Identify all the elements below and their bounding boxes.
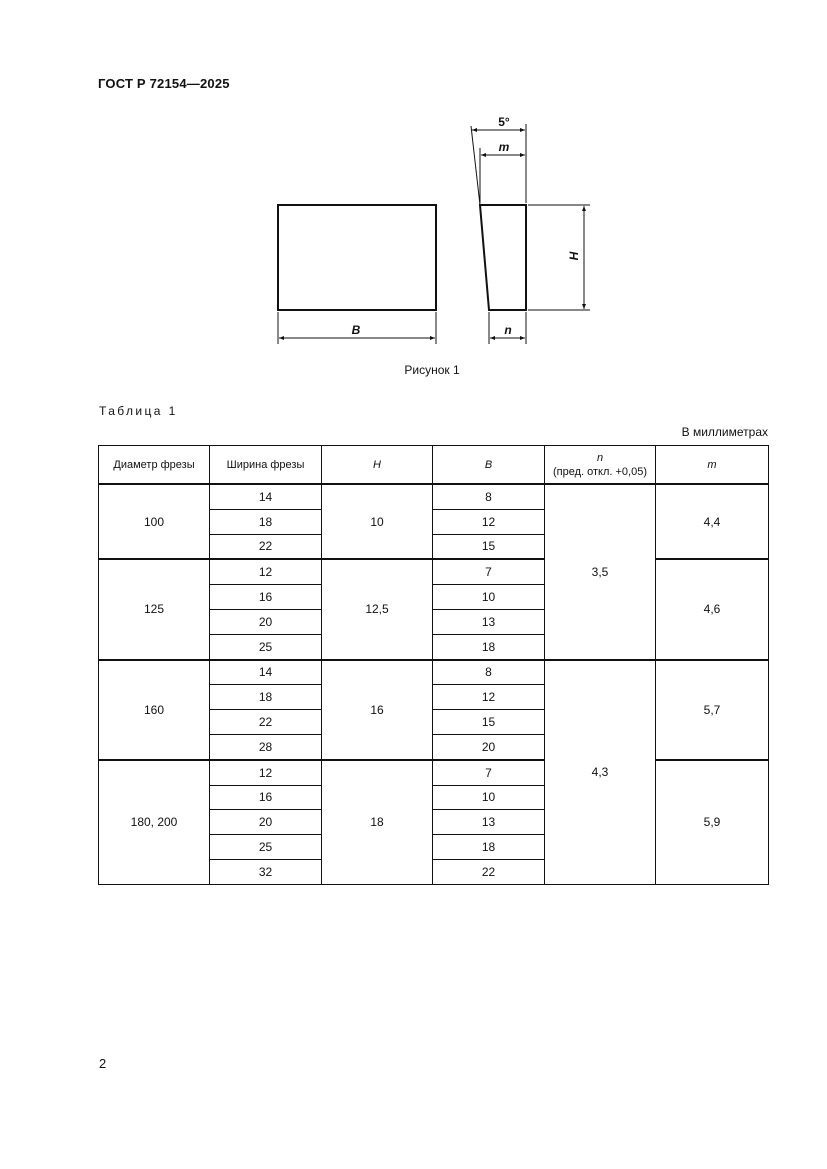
cell-width: 25 — [210, 634, 322, 659]
table-row — [99, 484, 769, 509]
label-B: B — [351, 323, 361, 337]
cell-width: 16 — [210, 585, 322, 610]
header-cutter-width: Ширина фрезы — [210, 446, 322, 485]
insert-side-view — [480, 205, 526, 310]
header-m: m — [656, 446, 769, 485]
cell-width: 12 — [210, 559, 322, 584]
cell-width: 25 — [210, 835, 322, 860]
units-note: В миллиметрах — [681, 425, 768, 439]
cell-b: 7 — [433, 760, 545, 785]
document-code: ГОСТ Р 72154—2025 — [98, 76, 230, 91]
figure-caption: Рисунок 1 — [404, 363, 460, 377]
label-n: n — [504, 323, 512, 337]
cell-diameter: 125 — [99, 559, 210, 659]
label-angle: 5° — [498, 115, 510, 129]
cell-b: 20 — [433, 734, 545, 759]
cell-diameter: 180, 200 — [99, 760, 210, 884]
label-m: m — [498, 140, 510, 154]
cell-h: 10 — [322, 484, 433, 559]
cell-width: 14 — [210, 484, 322, 509]
cell-width: 18 — [210, 685, 322, 710]
cell-m: 4,6 — [656, 559, 769, 659]
cell-m: 5,7 — [656, 660, 769, 760]
insert-front-view — [278, 205, 436, 310]
cell-h: 12,5 — [322, 559, 433, 659]
table-header-row — [99, 446, 769, 485]
dimensions-table — [98, 445, 769, 885]
page-number: 2 — [99, 1056, 107, 1071]
cell-b: 15 — [433, 710, 545, 735]
cell-b: 15 — [433, 534, 545, 559]
cell-m: 4,4 — [656, 484, 769, 559]
cell-n: 3,5 — [545, 484, 656, 660]
cell-b: 13 — [433, 609, 545, 634]
header-cutter-diameter: Диаметр фрезы — [99, 446, 210, 485]
cell-width: 20 — [210, 609, 322, 634]
label-H: H — [567, 251, 581, 261]
cell-h: 16 — [322, 660, 433, 760]
table-row — [99, 660, 769, 685]
cell-width: 22 — [210, 710, 322, 735]
cell-n: 4,3 — [545, 660, 656, 885]
cell-diameter: 100 — [99, 484, 210, 559]
header-n-tolerance: (пред. откл. +0,05) — [552, 465, 648, 478]
table-title: Таблица 1 — [99, 404, 178, 418]
cell-b: 8 — [433, 660, 545, 685]
header-n — [545, 446, 656, 485]
cell-width: 16 — [210, 785, 322, 810]
cell-b: 8 — [433, 484, 545, 509]
cell-h: 18 — [322, 760, 433, 884]
cell-b: 22 — [433, 859, 545, 884]
header-n-symbol: n — [596, 451, 604, 464]
cell-width: 28 — [210, 734, 322, 759]
cell-b: 18 — [433, 634, 545, 659]
cell-width: 20 — [210, 810, 322, 835]
header-h: H — [322, 446, 433, 485]
cell-width: 12 — [210, 760, 322, 785]
cell-width: 18 — [210, 509, 322, 534]
table-row — [99, 760, 769, 785]
cell-width: 22 — [210, 534, 322, 559]
cell-width: 32 — [210, 859, 322, 884]
figure-1-drawing — [0, 0, 827, 400]
table-row — [99, 559, 769, 584]
header-b: B — [433, 446, 545, 485]
cell-b: 12 — [433, 509, 545, 534]
cell-diameter: 160 — [99, 660, 210, 760]
cell-b: 18 — [433, 835, 545, 860]
cell-m: 5,9 — [656, 760, 769, 884]
cell-b: 12 — [433, 685, 545, 710]
cell-b: 7 — [433, 559, 545, 584]
cell-b: 10 — [433, 785, 545, 810]
cell-width: 14 — [210, 660, 322, 685]
cell-b: 13 — [433, 810, 545, 835]
cell-b: 10 — [433, 585, 545, 610]
